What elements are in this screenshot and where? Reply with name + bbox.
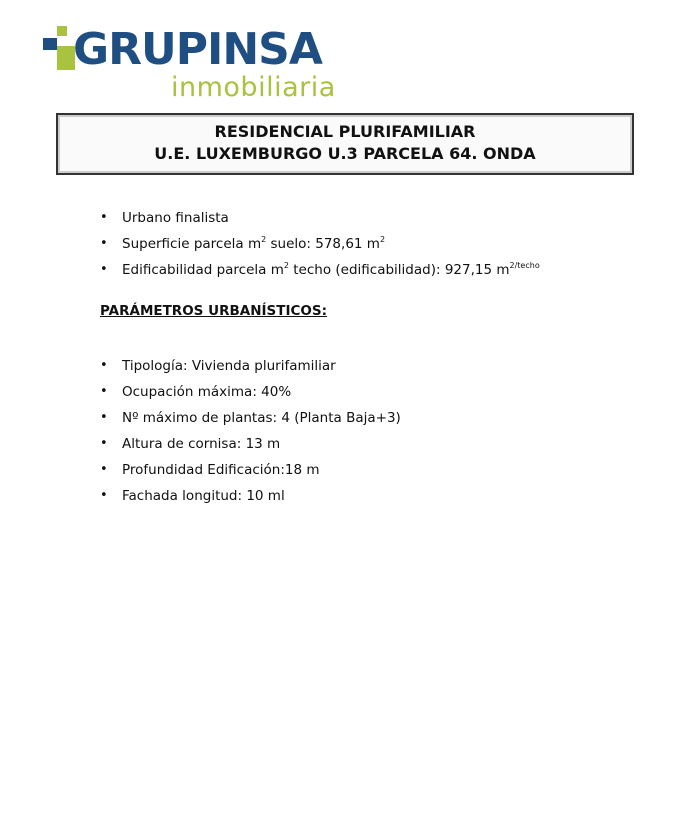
title-line-1: RESIDENCIAL PLURIFAMILIAR	[214, 122, 476, 141]
grupinsa-logo	[43, 24, 336, 106]
list-item: • Profundidad Edificación:18 m	[100, 457, 401, 483]
list-item: • Ocupación máxima: 40%	[100, 379, 401, 405]
list-item: • Altura de cornisa: 13 m	[100, 431, 401, 457]
logo-tagline: inmobiliaria	[171, 72, 336, 103]
title-box	[56, 113, 634, 175]
list-item: • Tipología: Vivienda plurifamiliar	[100, 353, 401, 379]
list-item: • Fachada longitud: 10 ml	[100, 483, 401, 509]
title-line-2: U.E. LUXEMBURGO U.3 PARCELA 64. ONDA	[154, 144, 536, 163]
parameters-heading: PARÁMETROS URBANÍSTICOS:	[100, 303, 327, 319]
parameters-list	[100, 353, 401, 509]
logo-brand: GRUPINSA	[73, 24, 322, 75]
list-item: • Superficie parcela $m^2$ suelo: 578,61 $m^2$	[100, 231, 540, 257]
list-item: • Nº máximo de plantas: 4 (Planta Baja+3)	[100, 405, 401, 431]
list-item: • Edificabilidad parcela $m^2$ techo (edificabilidad): 927,15 $m^{2/techo}$	[100, 257, 540, 283]
list-item: • Urbano finalista	[100, 205, 540, 231]
features-list	[100, 205, 540, 283]
logo-mark-icon	[43, 26, 77, 72]
